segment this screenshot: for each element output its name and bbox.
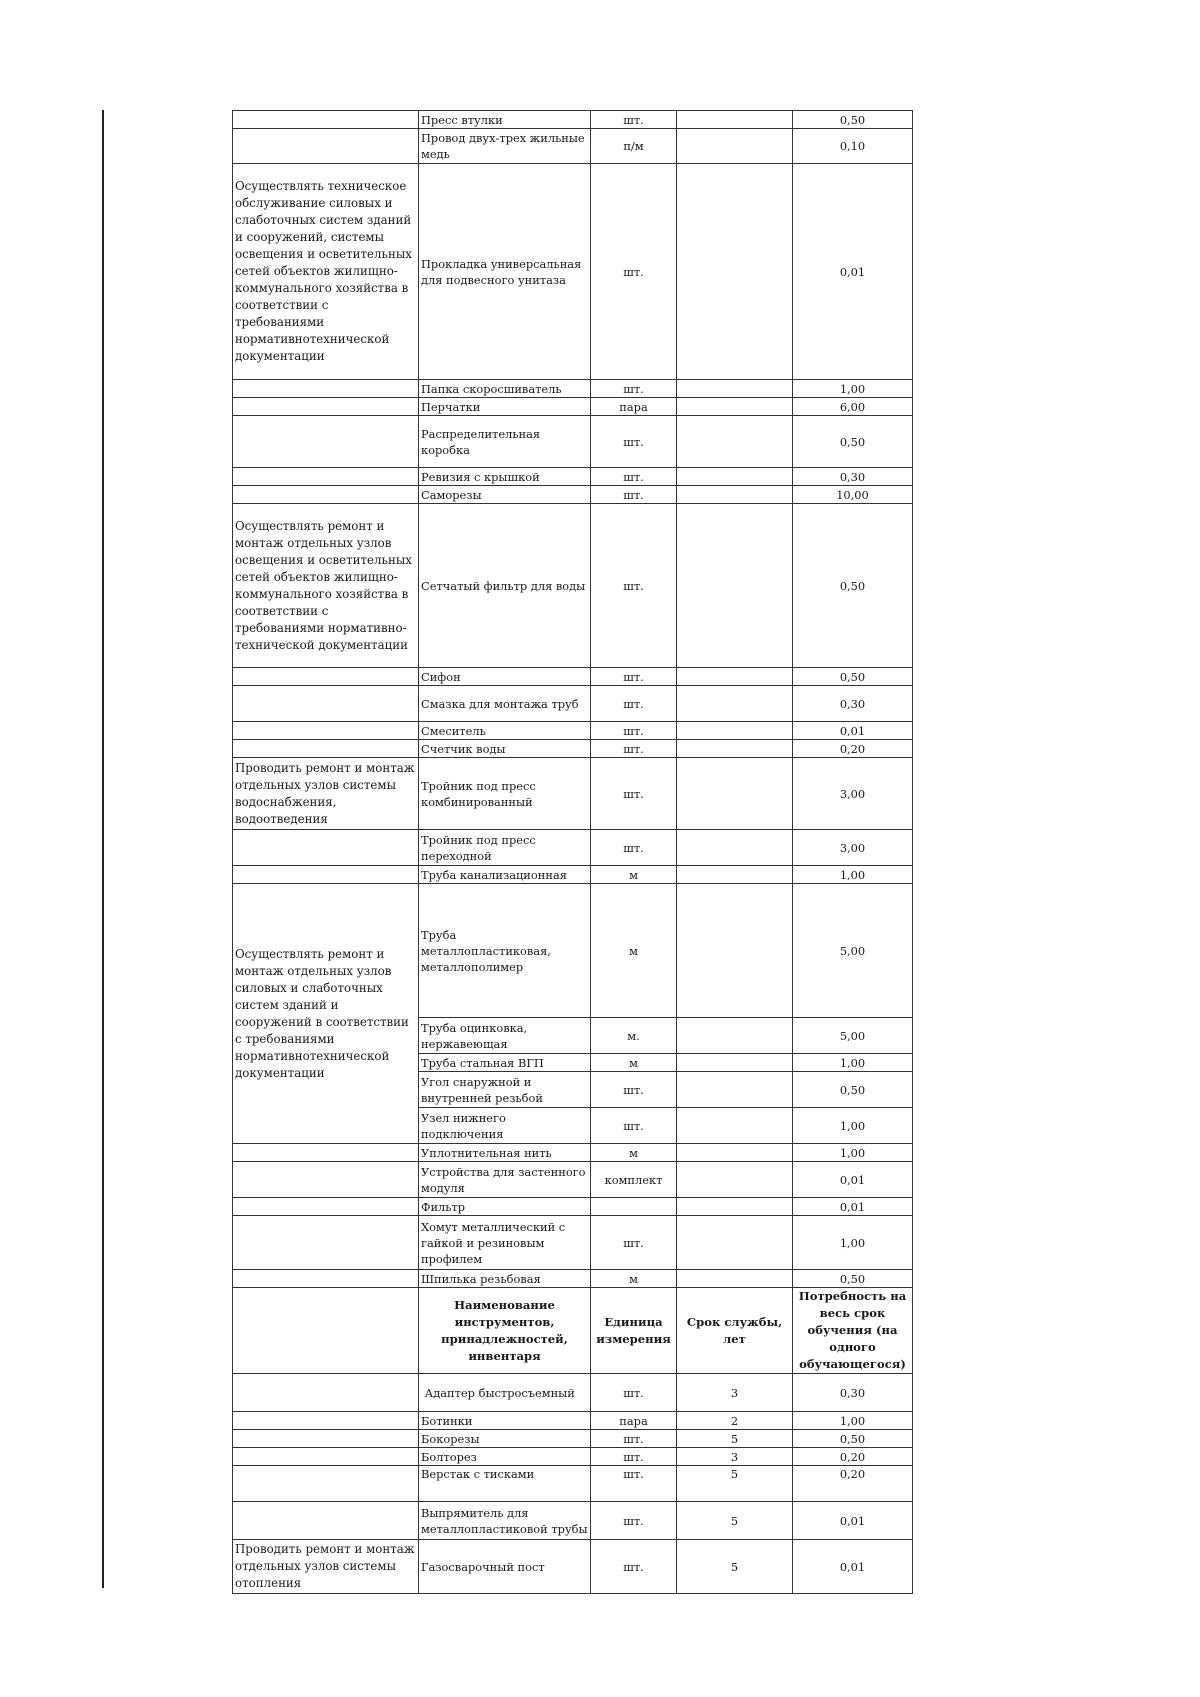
table-row	[233, 164, 913, 380]
table-row	[233, 740, 913, 758]
item-name: Сетчатый фильтр для воды	[419, 504, 591, 668]
item-unit: пара	[591, 1412, 677, 1430]
table-row	[233, 1502, 913, 1540]
item-name: Тройник под пресс переходной	[419, 830, 591, 866]
competency-cell: Проводить ремонт и монтаж отдельных узлов системы отопления	[233, 1540, 419, 1594]
competency-cell	[233, 111, 419, 129]
competency-cell	[233, 668, 419, 686]
item-name: Болторез	[419, 1448, 591, 1466]
table-row	[233, 1466, 913, 1502]
item-qty: 1,00	[793, 866, 913, 884]
competency-cell: Осуществлять техническое обслуживание силовых и слаботочных систем зданий и сооружений, системы освещения и осветительных сетей объектов жилищно-коммунального хозяйства в соответствии с требованиями нормативнотехнической документации	[233, 164, 419, 380]
item-unit: пара	[591, 398, 677, 416]
item-name: Хомут металлический с гайкой и резиновым профилем	[419, 1216, 591, 1270]
table-row	[233, 1374, 913, 1412]
competency-cell	[233, 129, 419, 164]
item-name: Угол снаружной и внутренней резьбой	[419, 1072, 591, 1108]
item-qty: 1,00	[793, 1144, 913, 1162]
item-unit: шт.	[591, 416, 677, 468]
competency-cell	[233, 1288, 419, 1374]
table-row	[233, 758, 913, 830]
item-unit: шт.	[591, 1540, 677, 1594]
table-row	[233, 1162, 913, 1198]
table-row	[233, 1430, 913, 1448]
item-name: Тройник под пресс комбинированный	[419, 758, 591, 830]
item-unit	[591, 1198, 677, 1216]
item-qty: 0,50	[793, 1270, 913, 1288]
item-life: 5	[677, 1430, 793, 1448]
competency-cell	[233, 486, 419, 504]
item-name: Узел нижнего подключения	[419, 1108, 591, 1144]
item-life	[677, 722, 793, 740]
item-qty: 0,50	[793, 111, 913, 129]
table-row	[233, 884, 913, 1018]
item-life	[677, 164, 793, 380]
item-life	[677, 380, 793, 398]
competency-cell: Осуществлять ремонт и монтаж отдельных узлов освещения и осветительных сетей объектов жилищно-коммунального хозяйства в соответствии с требованиями нормативно-технической документации	[233, 504, 419, 668]
item-unit: шт.	[591, 1430, 677, 1448]
item-unit: шт.	[591, 722, 677, 740]
item-qty: 5,00	[793, 1018, 913, 1054]
item-qty: 0,10	[793, 129, 913, 164]
item-unit: комплект	[591, 1162, 677, 1198]
competency-cell	[233, 1216, 419, 1270]
item-life	[677, 1162, 793, 1198]
item-qty: 6,00	[793, 398, 913, 416]
table-row	[233, 1198, 913, 1216]
item-life	[677, 486, 793, 504]
item-name: Верстак с тисками	[419, 1466, 591, 1502]
item-life	[677, 884, 793, 1018]
item-life	[677, 468, 793, 486]
item-qty: 0,30	[793, 468, 913, 486]
item-life	[677, 758, 793, 830]
item-name: Труба стальная ВГП	[419, 1054, 591, 1072]
table-row	[233, 722, 913, 740]
competency-cell	[233, 380, 419, 398]
table-row	[233, 866, 913, 884]
table-row	[233, 380, 913, 398]
item-unit: шт.	[591, 686, 677, 722]
item-qty: 3,00	[793, 830, 913, 866]
item-qty: 0,50	[793, 416, 913, 468]
table-row	[233, 668, 913, 686]
item-unit: шт.	[591, 111, 677, 129]
competency-cell	[233, 866, 419, 884]
competency-cell	[233, 468, 419, 486]
item-name: Фильтр	[419, 1198, 591, 1216]
item-qty: 1,00	[793, 380, 913, 398]
table-row	[233, 504, 913, 668]
item-name: Папка скоросшиватель	[419, 380, 591, 398]
item-qty: 0,20	[793, 740, 913, 758]
header-unit: Единица измерения	[591, 1288, 677, 1374]
item-qty: 0,50	[793, 504, 913, 668]
item-qty: 1,00	[793, 1412, 913, 1430]
item-life: 5	[677, 1540, 793, 1594]
item-unit: м	[591, 884, 677, 1018]
competency-cell	[233, 740, 419, 758]
item-name: Уплотнительная нить	[419, 1144, 591, 1162]
item-life	[677, 668, 793, 686]
item-unit: м	[591, 1270, 677, 1288]
table-row	[233, 129, 913, 164]
item-qty: 3,00	[793, 758, 913, 830]
item-name: Выпрямитель для металлопластиковой трубы	[419, 1502, 591, 1540]
item-qty: 0,50	[793, 1430, 913, 1448]
competency-cell	[233, 830, 419, 866]
item-unit: шт.	[591, 1448, 677, 1466]
header-service-life: Срок службы, лет	[677, 1288, 793, 1374]
item-name: Прокладка универсальная для подвесного унитаза	[419, 164, 591, 380]
item-qty: 0,01	[793, 1540, 913, 1594]
item-qty: 0,01	[793, 722, 913, 740]
item-unit: м	[591, 1054, 677, 1072]
item-life	[677, 416, 793, 468]
item-qty: 1,00	[793, 1054, 913, 1072]
item-unit: м	[591, 866, 677, 884]
item-life	[677, 1144, 793, 1162]
item-qty: 0,20	[793, 1448, 913, 1466]
item-qty: 1,00	[793, 1216, 913, 1270]
item-name: Распределительная коробка	[419, 416, 591, 468]
item-life	[677, 111, 793, 129]
item-qty: 0,20	[793, 1466, 913, 1502]
item-name: Шпилька резьбовая	[419, 1270, 591, 1288]
competency-cell	[233, 1430, 419, 1448]
item-qty: 0,01	[793, 1502, 913, 1540]
item-life	[677, 740, 793, 758]
competency-cell: Проводить ремонт и монтаж отдельных узлов системы водоснабжения, водоотведения	[233, 758, 419, 830]
item-name: Труба металлопластиковая, металлополимер	[419, 884, 591, 1018]
item-name: Труба оцинковка, нержавеющая	[419, 1018, 591, 1054]
item-life: 5	[677, 1502, 793, 1540]
item-name: Провод двух-трех жильные медь	[419, 129, 591, 164]
item-qty: 0,50	[793, 668, 913, 686]
item-unit: шт.	[591, 164, 677, 380]
competency-cell	[233, 398, 419, 416]
competency-cell	[233, 1502, 419, 1540]
item-name: Саморезы	[419, 486, 591, 504]
item-life: 2	[677, 1412, 793, 1430]
competency-cell	[233, 1198, 419, 1216]
item-unit: шт.	[591, 1108, 677, 1144]
item-qty: 0,01	[793, 164, 913, 380]
item-life	[677, 1270, 793, 1288]
item-name: Бокорезы	[419, 1430, 591, 1448]
competency-cell	[233, 1162, 419, 1198]
item-life	[677, 129, 793, 164]
competency-cell	[233, 416, 419, 468]
item-unit: шт.	[591, 486, 677, 504]
item-life	[677, 686, 793, 722]
item-unit: шт.	[591, 1072, 677, 1108]
table-row	[233, 398, 913, 416]
item-qty: 5,00	[793, 884, 913, 1018]
competency-cell	[233, 1374, 419, 1412]
item-life	[677, 1054, 793, 1072]
item-unit: шт.	[591, 668, 677, 686]
competency-cell	[233, 1448, 419, 1466]
item-name: Сифон	[419, 668, 591, 686]
item-name: Пресс втулки	[419, 111, 591, 129]
item-qty: 1,00	[793, 1108, 913, 1144]
item-unit: шт.	[591, 380, 677, 398]
table-row	[233, 111, 913, 129]
item-unit: м.	[591, 1018, 677, 1054]
item-name: Ботинки	[419, 1412, 591, 1430]
competency-cell	[233, 722, 419, 740]
item-life	[677, 1108, 793, 1144]
table-row	[233, 468, 913, 486]
competency-cell	[233, 1144, 419, 1162]
tools-header-row	[233, 1288, 913, 1374]
item-unit: шт.	[591, 758, 677, 830]
item-unit: шт.	[591, 1502, 677, 1540]
competency-cell: Осуществлять ремонт и монтаж отдельных узлов силовых и слаботочных систем зданий и сооружений в соответствии с требованиями нормативнотехнической документации	[233, 884, 419, 1144]
table-row	[233, 486, 913, 504]
item-unit: шт.	[591, 468, 677, 486]
item-name: Смеситель	[419, 722, 591, 740]
item-unit: шт.	[591, 830, 677, 866]
item-name: Газосварочный пост	[419, 1540, 591, 1594]
item-name: Адаптер быстросъемный	[419, 1374, 591, 1412]
item-unit: шт.	[591, 1466, 677, 1502]
item-unit: шт.	[591, 504, 677, 668]
item-name: Ревизия с крышкой	[419, 468, 591, 486]
table-row	[233, 1540, 913, 1594]
table-row	[233, 1412, 913, 1430]
item-life	[677, 866, 793, 884]
item-qty: 10,00	[793, 486, 913, 504]
table-row	[233, 1448, 913, 1466]
table-row	[233, 416, 913, 468]
item-unit: п/м	[591, 129, 677, 164]
item-life	[677, 1018, 793, 1054]
item-qty: 0,30	[793, 686, 913, 722]
table-row	[233, 1270, 913, 1288]
item-life: 3	[677, 1448, 793, 1466]
item-qty: 0,01	[793, 1198, 913, 1216]
competency-cell	[233, 1466, 419, 1502]
item-life	[677, 1216, 793, 1270]
item-life	[677, 504, 793, 668]
item-name: Счетчик воды	[419, 740, 591, 758]
item-life	[677, 1072, 793, 1108]
item-qty: 0,01	[793, 1162, 913, 1198]
item-unit: шт.	[591, 1374, 677, 1412]
item-name: Устройства для застенного модуля	[419, 1162, 591, 1198]
header-tool-name: Наименование инструментов, принадлежностей, инвентаря	[419, 1288, 591, 1374]
competency-cell	[233, 686, 419, 722]
item-life: 3	[677, 1374, 793, 1412]
table-row	[233, 1216, 913, 1270]
table-row	[233, 686, 913, 722]
item-qty: 0,50	[793, 1072, 913, 1108]
table-row	[233, 830, 913, 866]
competency-cell	[233, 1270, 419, 1288]
item-qty: 0,30	[793, 1374, 913, 1412]
item-unit: шт.	[591, 1216, 677, 1270]
materials-table	[232, 110, 913, 1594]
item-name: Перчатки	[419, 398, 591, 416]
item-unit: м	[591, 1144, 677, 1162]
left-margin-rule	[102, 110, 104, 1588]
item-unit: шт.	[591, 740, 677, 758]
header-quantity: Потребность на весь срок обучения (на одного обучающегося)	[793, 1288, 913, 1374]
item-name: Труба канализационная	[419, 866, 591, 884]
table-row	[233, 1144, 913, 1162]
item-life	[677, 830, 793, 866]
item-name: Смазка для монтажа труб	[419, 686, 591, 722]
item-life	[677, 398, 793, 416]
item-life	[677, 1198, 793, 1216]
competency-cell	[233, 1412, 419, 1430]
item-life: 5	[677, 1466, 793, 1502]
